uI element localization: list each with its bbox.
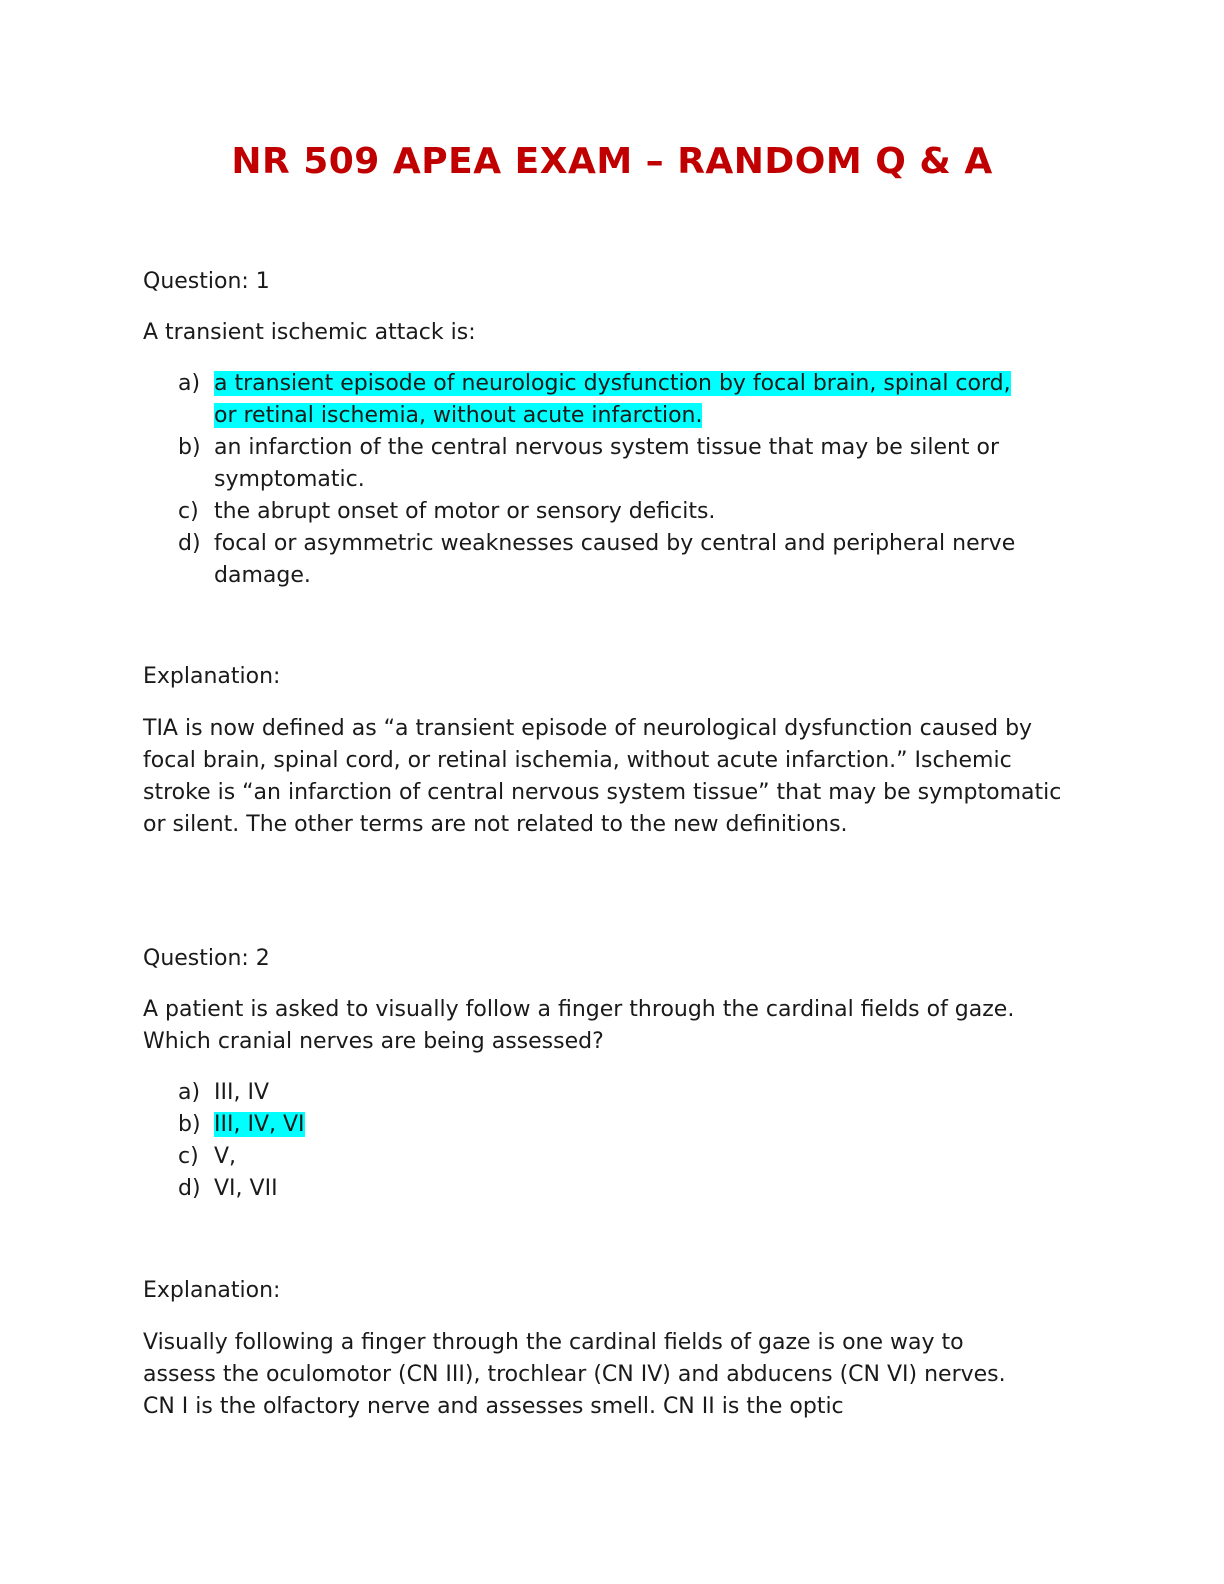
option-text: III, IV (214, 1080, 269, 1105)
question-1-option-b (178, 432, 1038, 496)
option-letter: c) (178, 1144, 199, 1169)
question-2-option-b (178, 1109, 1078, 1141)
option-text: an infarction of the central nervous system tissue that may be silent or symptomatic. (214, 435, 1000, 492)
question-1-stem: A transient ischemic attack is: (143, 320, 476, 345)
question-1-option-d (178, 528, 1038, 592)
question-2-option-c (178, 1141, 1078, 1173)
option-letter: d) (178, 1176, 201, 1201)
option-text: VI, VII (214, 1176, 278, 1201)
option-text: V, (214, 1144, 237, 1169)
option-letter: b) (178, 435, 201, 460)
question-2-explanation: Visually following a finger through the cardinal fields of gaze is one way to assess the oculomotor (CN III), trochlear (CN IV) and abducens (CN VI) nerves. CN I is the olfactory nerve and assesses smell. CN II is the optic (143, 1330, 1006, 1419)
question-1-explanation: TIA is now defined as “a transient episode of neurological dysfunction caused by focal brain, spinal cord, or retinal ischemia, without acute infarction.” Ischemic stroke is “an infarction of central nervous system tissue” that may be symptomatic or silent. The other terms are not related to the new definitions. (143, 716, 1062, 837)
question-2-option-d (178, 1173, 1078, 1205)
question-1-options (178, 368, 1038, 592)
option-letter: c) (178, 499, 199, 524)
option-letter: a) (178, 371, 201, 396)
option-letter: b) (178, 1112, 201, 1137)
question-2-options (178, 1077, 1078, 1205)
option-letter: d) (178, 531, 201, 556)
option-text: focal or asymmetric weaknesses caused by central and peripheral nerve damage. (214, 531, 1016, 588)
option-letter: a) (178, 1080, 201, 1105)
question-1-option-a (178, 368, 1038, 432)
question-1-option-c (178, 496, 1038, 528)
question-1-label: Question: 1 (143, 269, 270, 294)
document-title: NR 509 APEA EXAM – RANDOM Q & A (231, 141, 993, 182)
question-2-label: Question: 2 (143, 946, 270, 971)
question-2-stem: A patient is asked to visually follow a finger through the cardinal fields of gaze. Which cranial nerves are being assessed? (143, 997, 1015, 1054)
option-text-highlighted: a transient episode of neurologic dysfunction by focal brain, spinal cord, or retinal ischemia, without acute infarction. (214, 371, 1011, 428)
question-2-option-a (178, 1077, 1078, 1109)
question-2-explanation-label: Explanation: (143, 1278, 281, 1303)
question-1-explanation-label: Explanation: (143, 664, 281, 689)
option-text: the abrupt onset of motor or sensory deficits. (214, 499, 716, 524)
option-text-highlighted: III, IV, VI (214, 1112, 305, 1137)
